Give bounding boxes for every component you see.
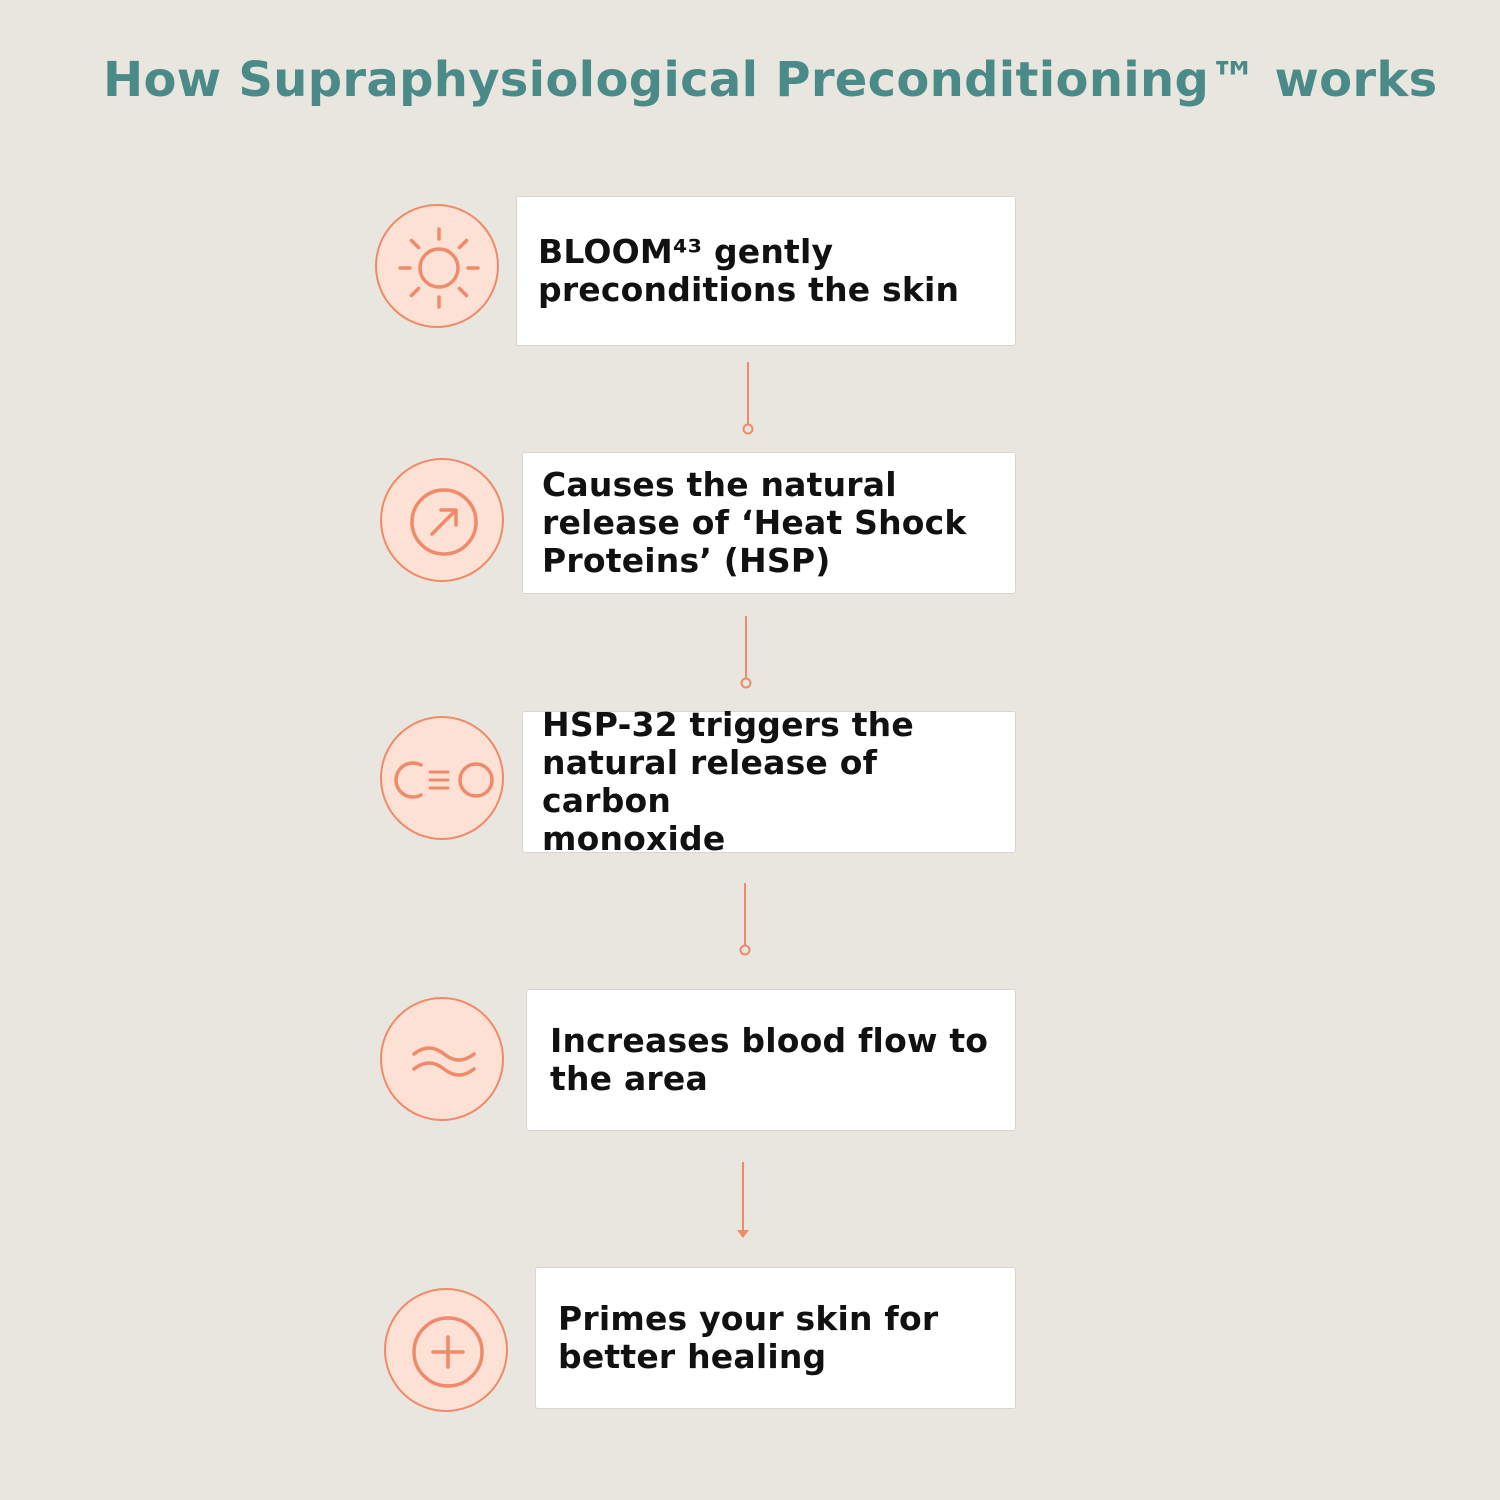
diagram-title: How Supraphysiological Preconditioning™ works: [103, 52, 1438, 108]
step-3-line-1: HSP-32 triggers the: [542, 705, 914, 744]
step-card-3: [522, 705, 1016, 858]
step-card-5: [535, 1267, 1016, 1409]
sun-icon: [375, 204, 499, 328]
connector-4-arrow: [733, 1160, 753, 1242]
step-2-line-1: Causes the natural: [542, 465, 897, 504]
step-2-line-3: Proteins’ (HSP): [542, 541, 831, 580]
step-5-line-2: better healing: [558, 1337, 827, 1376]
step-1-line-2: preconditions the skin: [538, 270, 960, 309]
step-card-2: [522, 452, 1016, 594]
waves-icon: [380, 997, 504, 1121]
connector-3: [735, 881, 755, 959]
arrow-up-right-circle-icon: [380, 458, 504, 582]
step-1-line-1: BLOOM⁴³ gently: [538, 232, 834, 271]
carbon-monoxide-icon: [380, 716, 504, 840]
connector-2: [736, 614, 756, 692]
step-3-line-2: natural release of carbon: [542, 743, 878, 820]
step-3-line-3: monoxide: [542, 819, 726, 858]
connector-1: [738, 360, 758, 438]
step-4-line-2: the area: [550, 1059, 708, 1098]
step-card-1: [516, 196, 1016, 346]
plus-circle-icon: [384, 1288, 508, 1412]
step-5-line-1: Primes your skin for: [558, 1299, 939, 1338]
step-4-line-1: Increases blood flow to: [550, 1021, 989, 1060]
step-2-line-2: release of ‘Heat Shock: [542, 503, 967, 542]
step-card-4: [526, 989, 1016, 1131]
